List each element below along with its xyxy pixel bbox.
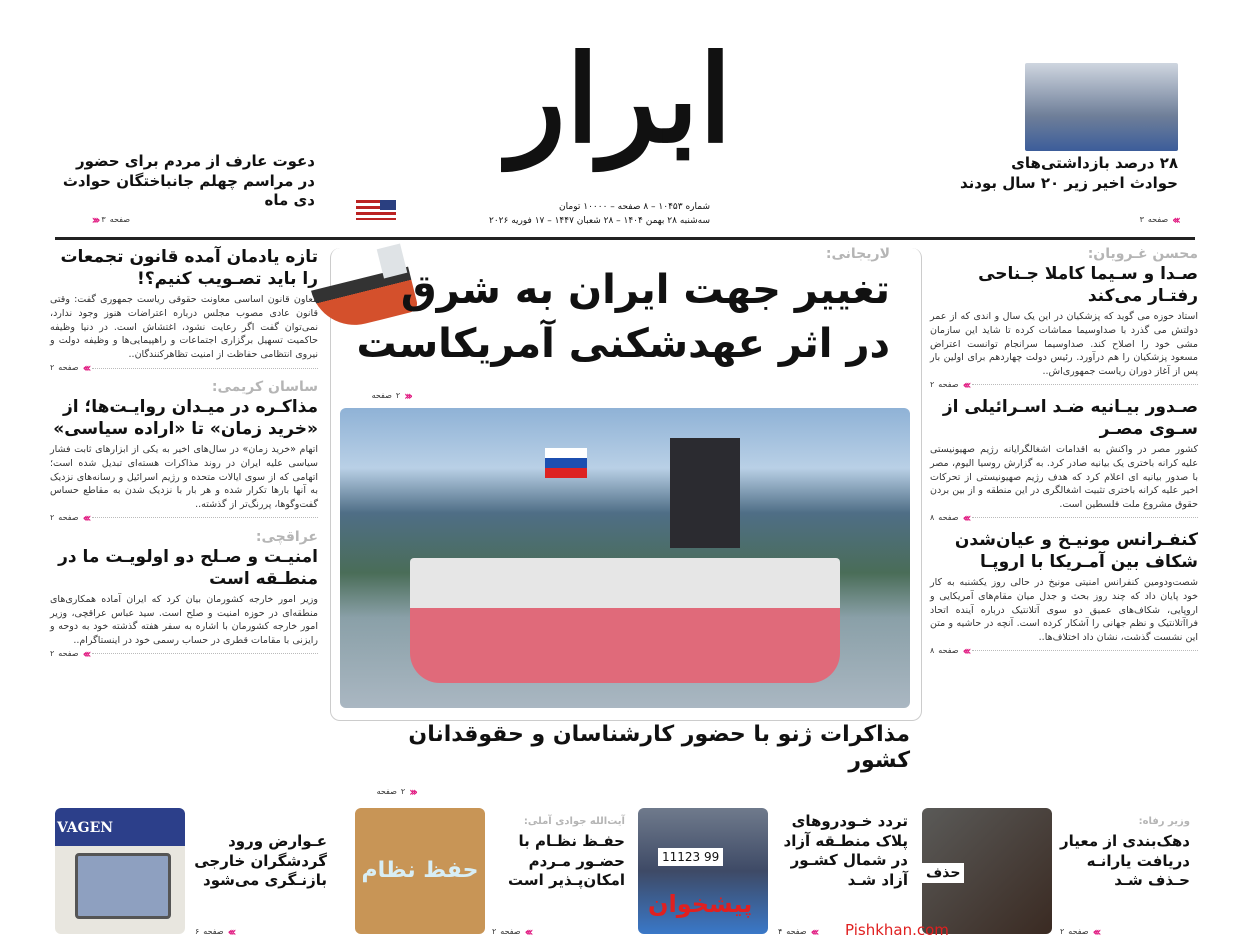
bottom-headline[interactable]: عـوارض ورود گردشگران خارجی بازنـگری می‌شود (194, 832, 327, 889)
story-body: اتهام «خرید زمان» در سال‌های اخیر به یکی از ابزارهای ثابت فشار سیاسی علیه ایران در روند مذاکرات هسته‌ای تبدیل شده است؛ اتهامی که از سوی ایالات متحده و رژیم اسرائیل و رسانه‌های نزدیک به آنها بارها تکرار شده و هر بار با نزدیک شدن به مقاطع حساس گفت‌وگوها، پررنگ‌تر از گذشته.. (50, 444, 318, 511)
page-number: ۲ (50, 648, 55, 658)
page-label: صفحه (500, 927, 521, 936)
chevron-icon: ‹‹‹ (962, 377, 969, 392)
page-number: ۲ (1060, 927, 1065, 936)
sub-headline[interactable]: مذاکرات ژنو با حضور کارشناسان و حقوقدانان کشور (408, 722, 910, 774)
bottom-headline[interactable]: تردد خـودروهای پلاک منطـقه آزاد در شمال کشـور آزاد شـد (783, 812, 908, 889)
page-number: ۴ (778, 927, 783, 936)
page-label: صفحه (1068, 927, 1089, 936)
photo-caption-text: حفظ نظام (361, 858, 479, 883)
photo-caption-text: VAGEN (57, 820, 114, 836)
main-page-ref[interactable] (345, 390, 410, 402)
story-page-ref[interactable] (930, 512, 1198, 524)
watermark-url: Pishkhan.com (845, 921, 949, 939)
right-column (930, 246, 1198, 662)
story-headline[interactable]: مذاکـره در میـدان روایـت‌ها؛ از «خرید زمان» تا «اراده سیاسی» (53, 396, 318, 439)
page-number: ۲ (400, 787, 406, 796)
page-label: صفحه (109, 215, 130, 224)
top-right-photo (1025, 63, 1178, 151)
chevron-icon: ‹‹‹ (1092, 925, 1099, 939)
story-headline[interactable]: تازه یادمان آمده قانون تجمعات را باید تصـویب کنیم؟! (60, 247, 318, 290)
top-right-headline[interactable]: ۲۸ درصد بازداشتی‌های حوادث اخیر زیر ۲۰ سال بودند (960, 154, 1178, 192)
page-number: ۸ (930, 512, 935, 522)
chevron-icon: ‹‹‹ (82, 510, 89, 525)
page-number: ۲ (50, 363, 55, 373)
story-body: شصت‌ودومین کنفرانس امنیتی مونیخ در حالی روز یکشنبه به کار خود پایان داد که چند روز بحث و جدل میان مقام‌های آمریکایی و اروپایی، شکاف‌های عمیق دو سوی آتلانتیک درباره آینده اتحاد فراآتلانتیک و نظم جهانی را آشکار کرده است. آنچه در حاشیه و متن این نشست گذشت، نشان داد اختلاف‌ها.. (930, 577, 1198, 644)
story-page-ref[interactable] (930, 379, 1198, 391)
story-page-ref[interactable] (50, 362, 318, 374)
bottom-photo-calligraphy (355, 808, 485, 934)
story-body: کشور مصر در واکنش به اقدامات اشغالگرایانه رژیم صهیونیستی علیه کرانه باختری یک بیانیه صادر کرد. به گزارش روسیا الیوم، مصر با صدور بیانیه ای اعلام کرد که هدف رژیم صهیونیستی از تحرکات اخیر علیه کرانه باختری تثبیت اشغالگری در این منطقه و از بین بردن حقوق مشروع ملت فلسطین است. (930, 444, 1198, 511)
page-number: ۲ (395, 391, 401, 400)
chevron-icon: ‹‹‹ (524, 925, 531, 939)
story-page-ref[interactable] (50, 512, 318, 524)
page-label: صفحه (786, 927, 807, 936)
story-headline[interactable]: امنیـت و صـلح دو اولویـت ما در منطـقه است (58, 546, 318, 589)
left-story (50, 246, 318, 374)
masthead-rule (55, 237, 1195, 240)
page-label: صفحه (938, 379, 959, 389)
story-kicker: محسن غـرویان: (1087, 246, 1198, 262)
story-kicker: عراقچی: (255, 528, 318, 545)
sub-page-ref[interactable] (345, 786, 415, 798)
page-number: ۸ (930, 645, 935, 655)
story-kicker: ساسان کریمی: (211, 379, 318, 396)
page-label: صفحه (376, 787, 397, 796)
chevron-icon: ‹‹‹ (409, 785, 415, 799)
main-headline-line1[interactable]: تغییر جهت ایران به شرق (400, 267, 890, 313)
right-story (930, 246, 1198, 391)
bottom-page-ref[interactable] (195, 926, 255, 938)
page-number: ۶ (195, 927, 200, 936)
bottom-page-ref[interactable] (1060, 926, 1120, 938)
chevron-icon: ‹‹‹ (91, 213, 98, 227)
page-number: ۲ (50, 512, 55, 522)
left-column (50, 246, 318, 665)
main-headline-line2[interactable]: در اثر عهدشکنی آمریکاست (356, 321, 890, 367)
chevron-icon: ‹‹‹ (962, 510, 969, 525)
photo-caption-text: حذف (922, 863, 964, 883)
right-story (930, 396, 1198, 524)
story-headline[interactable]: کنفـرانس مونیـخ و عیان‌شدن شکاف بین آمـریکا با اروپـا (954, 529, 1198, 572)
date-line: سه‌شنبه ۲۸ بهمن ۱۴۰۴ – ۲۸ شعبان ۱۴۴۷ – ۱۷ فوریه ۲۰۲۶ (488, 216, 710, 226)
chevron-icon: ‹‹‹ (82, 646, 89, 661)
watermark-logo: پیشخوان (648, 890, 753, 918)
issue-line: شماره ۱۰۴۵۳ – ۸ صفحه – ۱۰۰۰۰ تومان (559, 202, 710, 212)
chevron-icon: ‹‹‹ (962, 643, 969, 658)
top-left-headline[interactable]: دعوت عارف از مردم برای حضور در مراسم چهلم جانباختگان حوادث دی ماه (62, 152, 315, 209)
left-story (50, 529, 318, 660)
story-headline[interactable]: صـدا و سـیما کاملا جـناحی رفتـار می‌کند (978, 263, 1198, 306)
page-label: صفحه (938, 512, 959, 522)
chevron-icon: ‹‹‹ (227, 925, 234, 939)
chevron-icon: ‹‹‹ (82, 361, 89, 376)
chevron-icon: ‹‹‹ (404, 389, 410, 403)
chevron-icon: ››› (1172, 213, 1178, 227)
bottom-page-ref[interactable] (778, 926, 838, 938)
top-left-page-ref[interactable] (70, 214, 130, 226)
main-photo-tanker (340, 408, 910, 708)
story-body: وزیر امور خارجه کشورمان بیان کرد که ایران آماده همکاری‌های منطقه‌ای در حوزه امنیت و صلح است. سید عباس عراقچی، وزیر امور خارجه کشورمان با اشاره به سفر هفته گذشته خود به دوحه و رایزنی با مقامات قطری در حساب رسمی خود در اینستاگرام.. (50, 593, 318, 647)
page-number: ۲ (492, 927, 497, 936)
page-label: صفحه (371, 391, 392, 400)
bottom-photo-tourists (55, 808, 185, 934)
page-label: صفحه (1147, 215, 1169, 224)
bottom-photo-plates (638, 808, 768, 934)
left-story (50, 379, 318, 524)
page-label: صفحه (58, 648, 79, 658)
us-flag-image (356, 200, 396, 220)
bottom-headline[interactable]: حفـظ نظـام با حضـور مـردم امکان‌پـذیر است (508, 832, 625, 889)
page-number: ۳ (1139, 215, 1144, 224)
page-label: صفحه (58, 512, 79, 522)
page-label: صفحه (58, 363, 79, 373)
story-body: معاون قانون اساسی معاونت حقوقی ریاست جمهوری گفت: وقتی قانون عادی مصوب مجلس درباره اعتراضات هنوز وجود ندارد، نمی‌توان گفت اگر رعایت نشود، اغتشاش است. در دنیا وظیفه حاکمیت تسهیل برگزاری اجتماعات و راهپیمایی‌ها و وظیفه دولت و نیروی انتظامی حفاظت از امنیت تظاهرکنندگان.. (50, 294, 318, 361)
top-right-page-ref[interactable] (1120, 214, 1178, 226)
bottom-photo-wallet (922, 808, 1052, 934)
page-number: ۳ (101, 215, 106, 224)
main-kicker: لاریجانی: (825, 246, 890, 262)
bottom-kicker: وزیر رفاه: (1138, 816, 1190, 827)
chevron-icon: ‹‹‹ (810, 925, 817, 939)
page-label: صفحه (938, 645, 959, 655)
page-number: ۲ (930, 379, 935, 389)
bottom-headline[interactable]: دهک‌بندی از معیار دریافت یارانـه حـذف شـد (1060, 832, 1190, 889)
bottom-kicker: آیت‌الله جوادی آملی: (523, 816, 625, 827)
story-body: استاد حوزه می گوید که پزشکیان در این یک سال و اندی که از عمر دولتش می گذرد با صداوسیما مماشات کرده تا شاید این سازمان مشی خود را اصلاح کند. صداوسیما سرانجام توانست اعتراض مسعود پزشکیان را هم درآورد. رئیس دولت چهاردهم برای اولین بار پس از آغاز دوران ریاست جمهوری‌اش.. (930, 310, 1198, 378)
photo-caption-text: 11123 99 (658, 848, 723, 866)
story-headline[interactable]: صـدور بیـانیه ضـد اسـرائیلی از سـوی مصـر (942, 396, 1198, 439)
story-page-ref[interactable] (50, 648, 318, 660)
bottom-page-ref[interactable] (492, 926, 552, 938)
masthead-logo: ابرار (507, 29, 733, 170)
page-label: صفحه (203, 927, 224, 936)
story-page-ref[interactable] (930, 645, 1198, 657)
right-story (930, 529, 1198, 657)
